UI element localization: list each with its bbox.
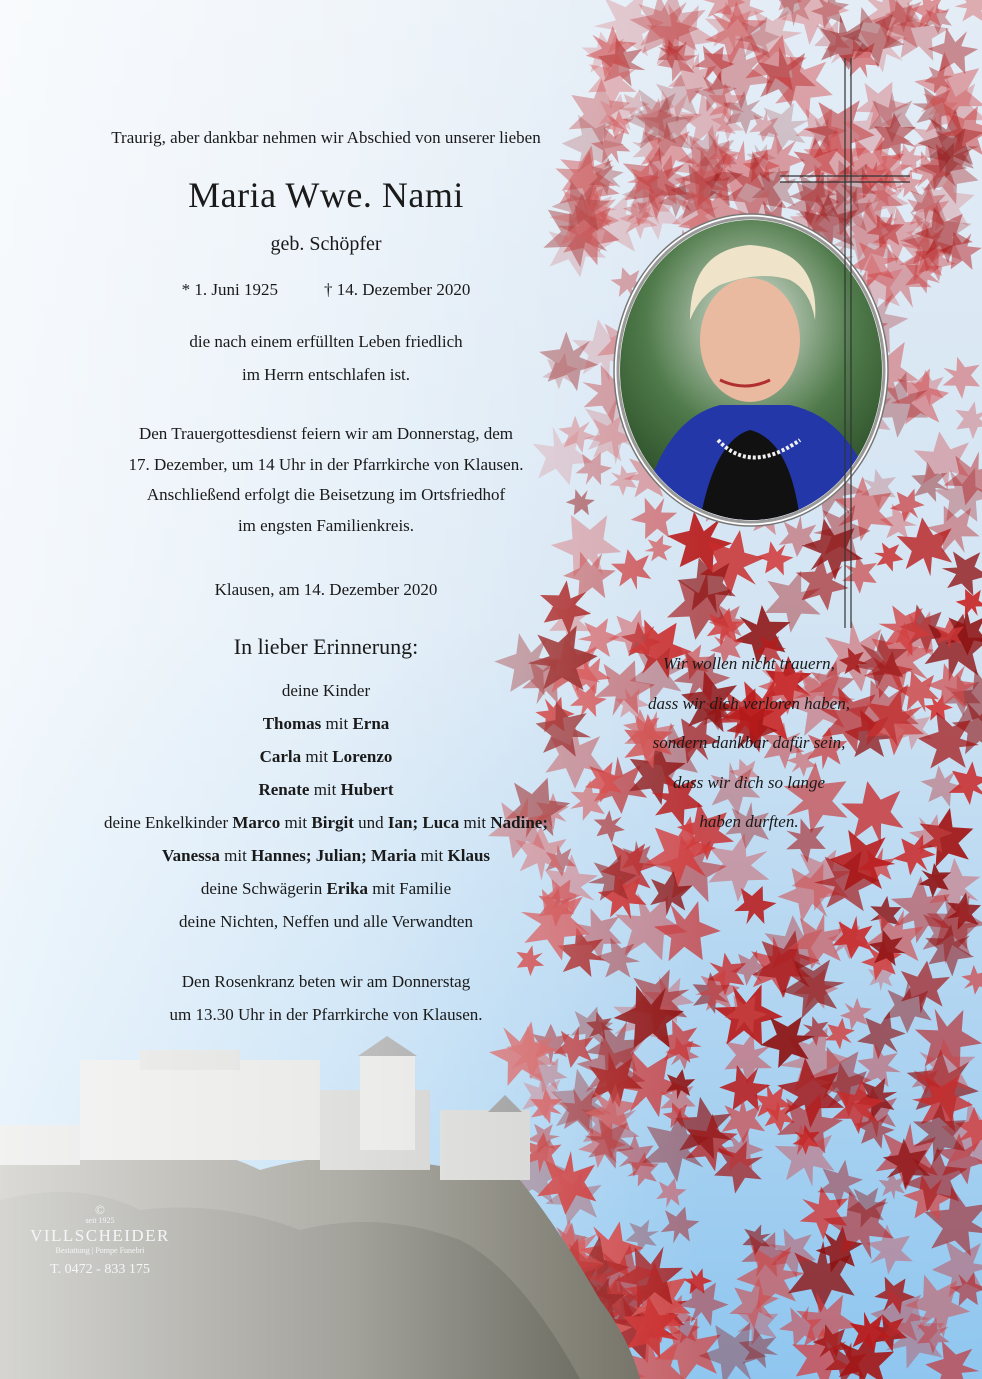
mourner-line: Renate mit Hubert: [258, 780, 394, 799]
mourner-line: deine Schwägerin Erika mit Familie: [200, 879, 452, 898]
logo-brand: VILLSCHEIDER: [30, 1226, 170, 1245]
service-line: Anschließend erfolgt die Beisetzung im Ortsfriedhof: [146, 485, 506, 504]
mourner-line: Vanessa mit Hannes; Julian; Maria mit Klaus: [161, 846, 491, 865]
poem-line: dass wir dich verloren haben,: [648, 693, 850, 713]
mourner-line: deine Nichten, Neffen und alle Verwandten: [179, 912, 473, 931]
mourner-line: deine Enkelkinder Marco mit Birgit und Ian; Luca mit Nadine;: [103, 813, 549, 832]
service-line: Den Trauergottesdienst feiern wir am Donnerstag, dem: [138, 424, 514, 443]
mourner-line: Carla mit Lorenzo: [259, 747, 393, 766]
life-dates: [0, 273, 652, 306]
service-text: [0, 419, 652, 541]
passing-line: im Herrn entschlafen ist.: [241, 365, 411, 384]
poem-line: sondern dankbar dafür sein,: [652, 733, 846, 752]
birth-name: geb. Schöpfer: [270, 233, 382, 255]
place-date: Klausen, am 14. Dezember 2020: [214, 580, 438, 599]
service-line: 17. Dezember, um 14 Uhr in der Pfarrkirche von Klausen.: [128, 454, 524, 474]
copyright-mark: ©: [95, 1202, 105, 1217]
logo-since: seit 1925: [85, 1216, 115, 1225]
mourners-list: [0, 674, 652, 938]
mourner-line: deine Kinder: [281, 681, 371, 700]
rosary-line: Den Rosenkranz beten wir am Donnerstag: [181, 972, 471, 991]
poem-line: Wir wollen nicht trauern,: [663, 654, 835, 673]
logo-phone: T. 0472 - 833 175: [50, 1262, 150, 1277]
poem-line: haben durften.: [699, 812, 799, 831]
poem-quote: [618, 644, 880, 842]
passing-line: die nach einem erfüllten Leben friedlich: [189, 332, 463, 351]
rosary-line: um 13.30 Uhr in der Pfarrkirche von Klausen.: [169, 1005, 483, 1024]
funeral-home-logo: [20, 1203, 180, 1280]
birth-date: * 1. Juni 1925: [181, 280, 278, 299]
intro-text: Traurig, aber dankbar nehmen wir Abschied von unserer lieben: [111, 128, 541, 147]
poem-line: dass wir dich so lange: [672, 772, 826, 792]
rosary-text: [0, 965, 652, 1031]
service-line: im engsten Familienkreis.: [237, 515, 415, 535]
mourner-line: Thomas mit Erna: [262, 714, 390, 733]
memory-heading: In lieber Erinnerung:: [233, 634, 419, 659]
logo-subtitle: Bestattung | Pompe Funebri: [55, 1246, 145, 1255]
death-date: † 14. Dezember 2020: [324, 280, 471, 299]
passing-text: [0, 325, 652, 391]
deceased-name: Maria Wwe. Nami: [188, 175, 464, 215]
